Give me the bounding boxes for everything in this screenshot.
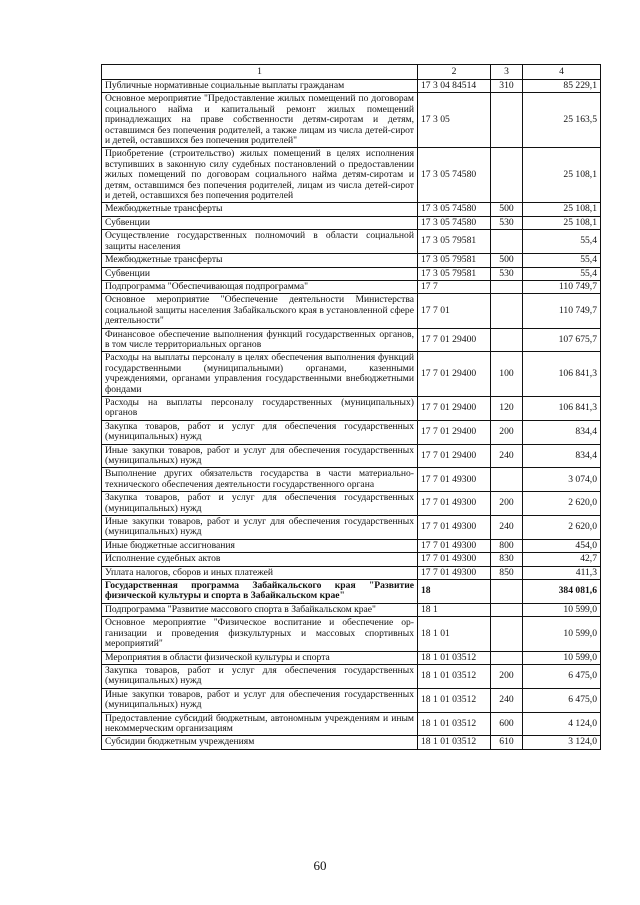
row-amount: 107 675,7 bbox=[523, 328, 601, 352]
row-amount: 384 081,6 bbox=[523, 580, 601, 604]
row-expense-type: 800 bbox=[491, 539, 523, 552]
table-row bbox=[102, 617, 601, 651]
row-code: 17 7 01 29400 bbox=[418, 420, 491, 444]
row-amount: 411,3 bbox=[523, 566, 601, 579]
row-expense-type bbox=[491, 580, 523, 604]
row-amount: 55,4 bbox=[523, 230, 601, 254]
row-code: 17 3 05 bbox=[418, 93, 491, 148]
row-amount: 6 475,0 bbox=[523, 664, 601, 688]
row-description: Предоставление субсидий бюджетным, автономным учреждениям и иным некоммерческим организациям bbox=[102, 712, 418, 736]
row-code: 17 3 05 79581 bbox=[418, 267, 491, 280]
row-expense-type: 610 bbox=[491, 736, 523, 749]
row-amount: 3 074,0 bbox=[523, 468, 601, 492]
row-description: Основное мероприятие "Физическое воспитание и обеспечение организации и проведения физкультурных и массовых спортивных мероприятий" bbox=[102, 617, 418, 651]
row-expense-type: 100 bbox=[491, 352, 523, 397]
row-code: 17 3 04 84514 bbox=[418, 80, 491, 93]
budget-table bbox=[101, 64, 601, 750]
row-amount: 85 229,1 bbox=[523, 80, 601, 93]
row-description: Осуществление государственных полномочий в области социальной защиты населения bbox=[102, 230, 418, 254]
table-row bbox=[102, 352, 601, 397]
row-description: Расходы на выплаты персоналу государственных (муниципальных) органов bbox=[102, 396, 418, 420]
row-description: Уплата налогов, сборов и иных платежей bbox=[102, 566, 418, 579]
row-description: Иные закупки товаров, работ и услуг для обеспечения государственных (муниципальных) нужд bbox=[102, 444, 418, 468]
row-amount: 25 108,1 bbox=[523, 203, 601, 216]
row-expense-type: 240 bbox=[491, 444, 523, 468]
table-row bbox=[102, 468, 601, 492]
row-description: Межбюджетные трансферты bbox=[102, 254, 418, 267]
table-row bbox=[102, 80, 601, 93]
table-row bbox=[102, 267, 601, 280]
row-code: 17 7 01 49300 bbox=[418, 566, 491, 579]
row-amount: 10 599,0 bbox=[523, 603, 601, 616]
row-expense-type: 500 bbox=[491, 203, 523, 216]
row-amount: 2 620,0 bbox=[523, 492, 601, 516]
row-description: Основное мероприятие "Предоставление жилых помещений по договорам социального найма и капитальный ремонт жилых помещений принадлежащих на праве собственности детям-сиротам и детям, оставшимся без попечения родителей, а также лицам из числа детей-сирот и детей, оставшихся без попечения родителей" bbox=[102, 93, 418, 148]
row-code: 17 7 bbox=[418, 280, 491, 293]
row-description: Основное мероприятие "Обеспечение деятельности Министерства социальной защиты населения Забайкальского края в установленной сфере деятельности" bbox=[102, 294, 418, 328]
row-description: Иные закупки товаров, работ и услуг для обеспечения государственных (муниципальных) нужд bbox=[102, 688, 418, 712]
row-expense-type bbox=[491, 468, 523, 492]
row-expense-type: 530 bbox=[491, 216, 523, 229]
row-code: 17 3 05 79581 bbox=[418, 230, 491, 254]
table-row bbox=[102, 539, 601, 552]
row-code: 17 3 05 74580 bbox=[418, 148, 491, 203]
table-row bbox=[102, 566, 601, 579]
row-expense-type: 200 bbox=[491, 492, 523, 516]
row-code: 17 3 05 74580 bbox=[418, 216, 491, 229]
table-row bbox=[102, 688, 601, 712]
row-amount: 2 620,0 bbox=[523, 516, 601, 540]
table-row bbox=[102, 712, 601, 736]
row-code: 18 1 01 03512 bbox=[418, 688, 491, 712]
row-expense-type: 200 bbox=[491, 664, 523, 688]
table-row bbox=[102, 580, 601, 604]
table-row bbox=[102, 516, 601, 540]
table-row bbox=[102, 736, 601, 749]
row-expense-type: 850 bbox=[491, 566, 523, 579]
row-code: 18 1 01 03512 bbox=[418, 736, 491, 749]
header-col-2: 2 bbox=[418, 65, 491, 80]
row-amount: 3 124,0 bbox=[523, 736, 601, 749]
table-row bbox=[102, 93, 601, 148]
header-col-4: 4 bbox=[523, 65, 601, 80]
row-description: Иные бюджетные ассигнования bbox=[102, 539, 418, 552]
row-description: Государственная программа Забайкальского края "Развитие физической культуры и спорта в Забайкальском крае" bbox=[102, 580, 418, 604]
row-code: 17 7 01 29400 bbox=[418, 352, 491, 397]
row-expense-type bbox=[491, 617, 523, 651]
table-row bbox=[102, 444, 601, 468]
row-amount: 106 841,3 bbox=[523, 352, 601, 397]
table-row bbox=[102, 216, 601, 229]
row-amount: 834,4 bbox=[523, 420, 601, 444]
row-description: Субвенции bbox=[102, 267, 418, 280]
row-amount: 106 841,3 bbox=[523, 396, 601, 420]
row-description: Публичные нормативные социальные выплаты гражданам bbox=[102, 80, 418, 93]
row-amount: 6 475,0 bbox=[523, 688, 601, 712]
row-amount: 25 108,1 bbox=[523, 148, 601, 203]
row-code: 17 7 01 49300 bbox=[418, 492, 491, 516]
row-code: 18 1 bbox=[418, 603, 491, 616]
row-expense-type: 500 bbox=[491, 254, 523, 267]
table-row bbox=[102, 294, 601, 328]
row-expense-type: 120 bbox=[491, 396, 523, 420]
row-expense-type: 530 bbox=[491, 267, 523, 280]
row-description: Иные закупки товаров, работ и услуг для обеспечения государственных (муниципальных) нужд bbox=[102, 516, 418, 540]
table-body bbox=[102, 80, 601, 750]
row-amount: 10 599,0 bbox=[523, 617, 601, 651]
table-row bbox=[102, 396, 601, 420]
row-code: 17 7 01 29400 bbox=[418, 444, 491, 468]
row-description: Субвенции bbox=[102, 216, 418, 229]
header-col-1: 1 bbox=[102, 65, 418, 80]
row-code: 18 1 01 bbox=[418, 617, 491, 651]
row-description: Подпрограмма "Обеспечивающая подпрограмма" bbox=[102, 280, 418, 293]
table-row bbox=[102, 420, 601, 444]
row-description: Исполнение судебных актов bbox=[102, 553, 418, 566]
row-expense-type: 240 bbox=[491, 688, 523, 712]
header-row bbox=[102, 65, 601, 80]
table-row bbox=[102, 230, 601, 254]
row-amount: 834,4 bbox=[523, 444, 601, 468]
row-description: Выполнение других обязательств государства в части материально-технического обеспечения деятельности государственного органа bbox=[102, 468, 418, 492]
header-col-3: 3 bbox=[491, 65, 523, 80]
row-code: 18 1 01 03512 bbox=[418, 712, 491, 736]
row-code: 18 bbox=[418, 580, 491, 604]
row-description: Мероприятия в области физической культуры и спорта bbox=[102, 651, 418, 664]
table-header bbox=[102, 65, 601, 80]
table-row bbox=[102, 603, 601, 616]
row-code: 17 7 01 49300 bbox=[418, 553, 491, 566]
row-amount: 110 749,7 bbox=[523, 294, 601, 328]
row-expense-type bbox=[491, 294, 523, 328]
row-amount: 25 163,5 bbox=[523, 93, 601, 148]
row-description: Подпрограмма "Развитие массового спорта в Забайкальском крае" bbox=[102, 603, 418, 616]
row-code: 17 3 05 74580 bbox=[418, 203, 491, 216]
row-expense-type bbox=[491, 280, 523, 293]
table-row bbox=[102, 328, 601, 352]
row-expense-type: 310 bbox=[491, 80, 523, 93]
row-description: Субсидии бюджетным учреждениям bbox=[102, 736, 418, 749]
row-amount: 4 124,0 bbox=[523, 712, 601, 736]
row-expense-type bbox=[491, 328, 523, 352]
row-amount: 454,0 bbox=[523, 539, 601, 552]
row-description: Финансовое обеспечение выполнения функций государственных органов, в том числе территориальных органов bbox=[102, 328, 418, 352]
row-description: Закупка товаров, работ и услуг для обеспечения государственных (муниципальных) нужд bbox=[102, 664, 418, 688]
row-amount: 55,4 bbox=[523, 267, 601, 280]
row-amount: 42,7 bbox=[523, 553, 601, 566]
table-row bbox=[102, 203, 601, 216]
row-expense-type: 200 bbox=[491, 420, 523, 444]
row-code: 17 7 01 49300 bbox=[418, 516, 491, 540]
row-expense-type bbox=[491, 230, 523, 254]
row-code: 18 1 01 03512 bbox=[418, 651, 491, 664]
row-expense-type bbox=[491, 651, 523, 664]
row-description: Расходы на выплаты персоналу в целях обеспечения выполнения функций государственными (муниципальными) органами, казенными учреждениями, органами управления государственными внебюджетными фондами bbox=[102, 352, 418, 397]
row-amount: 25 108,1 bbox=[523, 216, 601, 229]
row-amount: 110 749,7 bbox=[523, 280, 601, 293]
row-amount: 55,4 bbox=[523, 254, 601, 267]
row-expense-type bbox=[491, 93, 523, 148]
row-code: 17 3 05 79581 bbox=[418, 254, 491, 267]
row-expense-type: 830 bbox=[491, 553, 523, 566]
row-code: 17 7 01 bbox=[418, 294, 491, 328]
row-expense-type: 600 bbox=[491, 712, 523, 736]
table-row bbox=[102, 651, 601, 664]
row-code: 17 7 01 29400 bbox=[418, 396, 491, 420]
row-code: 18 1 01 03512 bbox=[418, 664, 491, 688]
page-number: 60 bbox=[313, 858, 327, 873]
row-code: 17 7 01 49300 bbox=[418, 539, 491, 552]
row-description: Закупка товаров, работ и услуг для обеспечения государственных (муниципальных) нужд bbox=[102, 492, 418, 516]
table-row bbox=[102, 664, 601, 688]
row-expense-type bbox=[491, 603, 523, 616]
row-description: Межбюджетные трансферты bbox=[102, 203, 418, 216]
row-expense-type bbox=[491, 148, 523, 203]
row-code: 17 7 01 49300 bbox=[418, 468, 491, 492]
table-row bbox=[102, 553, 601, 566]
table-row bbox=[102, 254, 601, 267]
row-description: Закупка товаров, работ и услуг для обеспечения государственных (муниципальных) нужд bbox=[102, 420, 418, 444]
row-code: 17 7 01 29400 bbox=[418, 328, 491, 352]
row-description: Приобретение (строительство) жилых помещений в целях исполнения вступивших в законную силу судебных постановлений о предоставлении жилых помещений по договорам социального найма детям-сиротам и детям, оставшимся без попечения родителей, лицам из числа детей-сирот и детей, оставшихся без попечения родителей bbox=[102, 148, 418, 203]
table-row bbox=[102, 492, 601, 516]
table-row bbox=[102, 148, 601, 203]
row-expense-type: 240 bbox=[491, 516, 523, 540]
row-amount: 10 599,0 bbox=[523, 651, 601, 664]
table-row bbox=[102, 280, 601, 293]
